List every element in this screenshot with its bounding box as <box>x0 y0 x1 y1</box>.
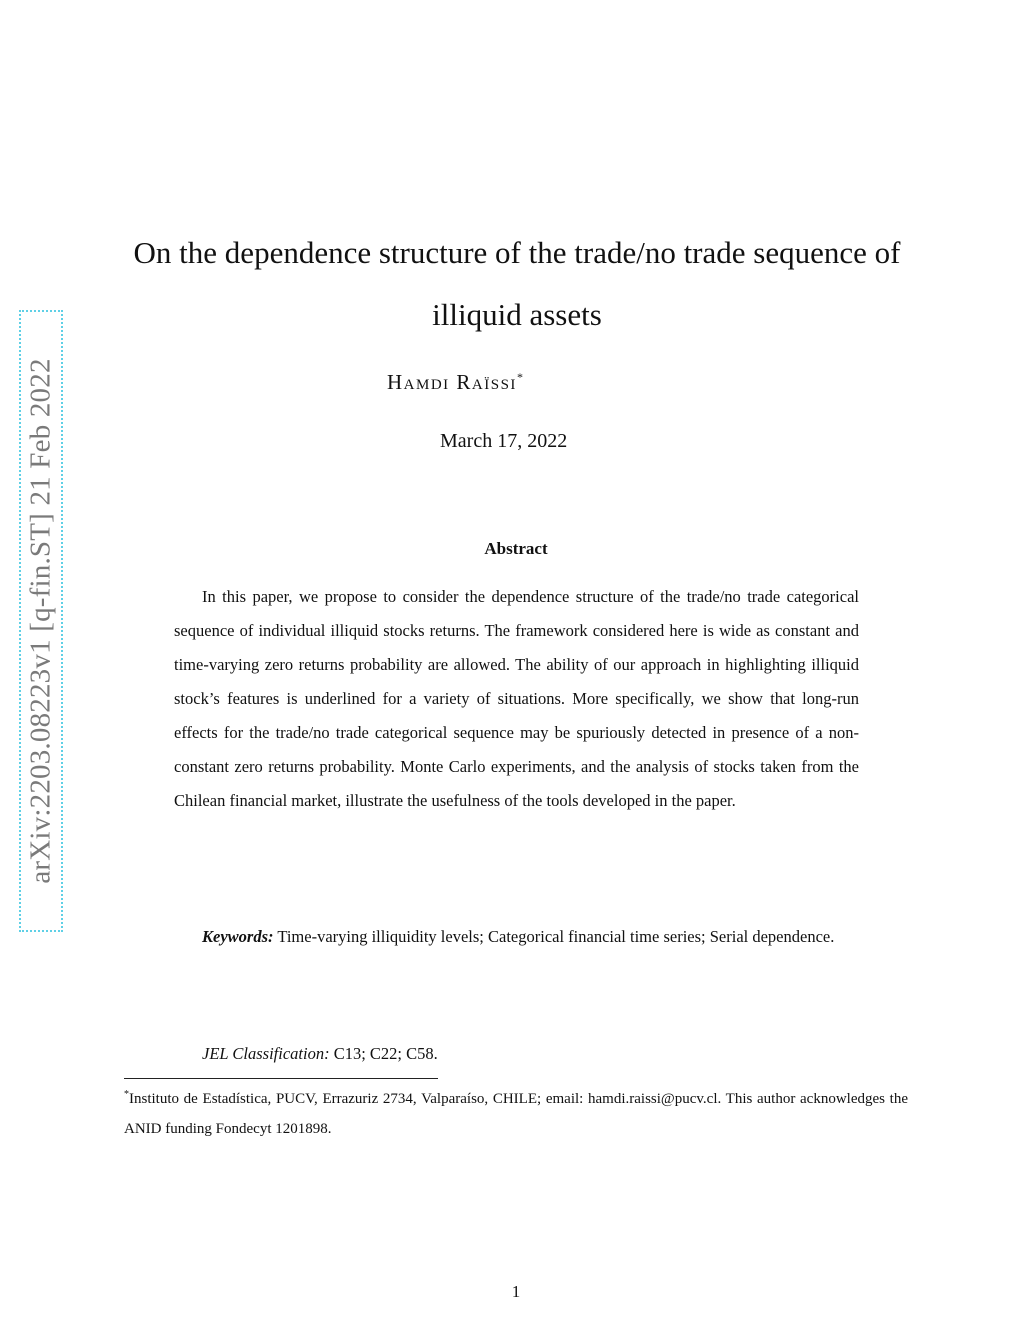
footnote <box>124 1080 908 1144</box>
page-number: 1 <box>511 1282 521 1301</box>
paper-date: March 17, 2022 <box>440 430 568 452</box>
footnote-text: Instituto de Estadística, PUCV, Errazuriz 2734, Valparaíso, CHILE; email: hamdi.raissi@pucv.cl. This author acknowledges the ANID funding Fondecyt 1201898. <box>124 1091 908 1137</box>
paper-title: On the dependence structure of the trade/no trade sequence of illiquid assets <box>133 235 901 332</box>
author-footnote-mark: * <box>516 370 523 384</box>
author-name: Hamdi Raïssi <box>387 370 517 394</box>
arxiv-stamp <box>19 310 63 932</box>
arxiv-identifier: arXiv:2203.08223v1 [q-fin.ST] 21 Feb 2022 <box>24 358 57 884</box>
keywords-paragraph <box>174 920 859 954</box>
abstract-heading: Abstract <box>484 539 548 558</box>
footnote-mark: * <box>124 1089 129 1100</box>
jel-classification <box>202 1044 438 1064</box>
keywords-text: Time-varying illiquidity levels; Categorical financial time series; Serial dependence. <box>277 927 835 946</box>
author-line <box>387 370 523 395</box>
footnote-rule <box>124 1078 438 1079</box>
keywords-label: Keywords: <box>202 927 274 946</box>
jel-label: JEL Classification: <box>202 1044 330 1063</box>
abstract-body: In this paper, we propose to consider the dependence structure of the trade/no trade categorical sequence of individual illiquid stocks returns. The framework considered here is wide as constant and time-varying zero returns probability are allowed. The ability of our approach in highlighting illiquid stock’s features is underlined for a variety of situations. More specifically, we show that long-run effects for the trade/no trade categorical sequence may be spuriously detected in presence of a non-constant zero returns probability. Monte Carlo experiments, and the analysis of stocks taken from the Chilean financial market, illustrate the usefulness of the tools developed in the paper. <box>174 587 859 810</box>
jel-codes: C13; C22; C58. <box>333 1044 438 1063</box>
